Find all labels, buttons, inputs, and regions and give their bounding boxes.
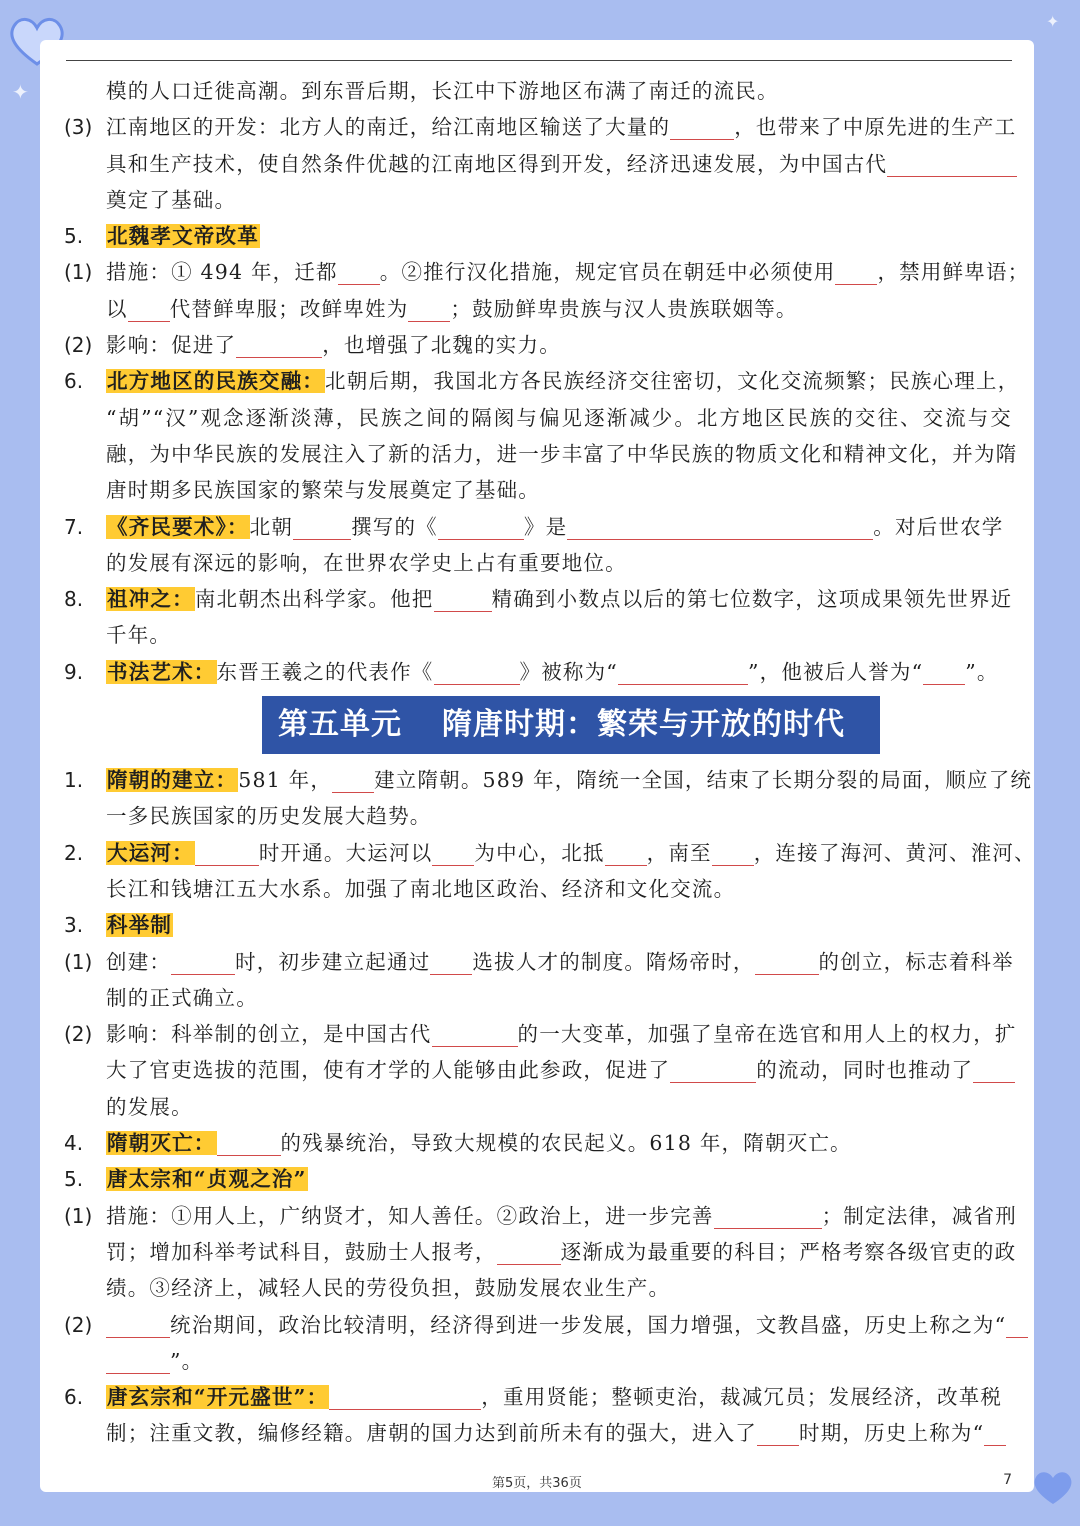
text-segment: ，禁用鲜卑语； [877,260,1030,285]
text-segment: 制的正式确立。 [106,985,258,1010]
highlighted-heading: 祖冲之： [107,587,194,612]
item-number: (1) [64,1203,93,1228]
item-number: 5. [64,224,84,249]
line-text [106,1161,1012,1197]
text-segment: 的发展有深远的影响，在世界农学史上占有重要地位。 [106,550,627,575]
highlighted-heading: 唐太宗和“贞观之治” [107,1167,307,1192]
text-segment: 南北朝杰出科学家。他把 [194,587,434,612]
text-line [64,835,1036,871]
item-number: 7. [64,514,84,539]
line-text [106,327,1012,363]
header-rule [66,60,1012,61]
text-line [64,545,1012,581]
fill-in-blank[interactable] [618,658,748,685]
text-segment: ，也带来了中原先进的生产工 [734,115,1017,140]
line-text [106,509,1012,545]
line-text [106,617,1012,653]
page-number: 7 [1003,1472,1012,1488]
highlighted-heading: 科举制 [107,913,173,938]
text-segment: 撰写的《 [351,514,438,539]
line-text [106,1198,1017,1234]
unit-banner [262,696,880,754]
text-segment: 绩。③经济上，减轻人民的劳役负担，鼓励发展农业生产。 [106,1276,671,1301]
text-segment: 罚；增加科举考试科目，鼓励士人报考， [106,1239,497,1264]
line-text [106,73,1012,109]
text-line [64,327,1012,363]
highlighted-heading: 唐玄宗和“开元盛世”： [107,1385,329,1410]
line-text [106,182,1012,218]
fill-in-blank[interactable] [432,1020,518,1047]
highlighted-heading: 书法艺术： [107,659,216,684]
fill-in-blank[interactable] [670,113,734,140]
text-line [64,363,1020,399]
fill-in-blank[interactable] [236,331,322,358]
line-text [106,654,1012,690]
line-text [106,1379,1012,1415]
highlighted-heading: 《齐民要术》： [107,514,249,539]
fill-in-blank[interactable] [434,658,520,685]
fill-in-blank[interactable] [338,258,380,285]
text-line [64,1052,1012,1088]
line-text [106,436,1018,472]
item-number: 8. [64,587,84,612]
item-number: 6. [64,1385,84,1410]
document-page [40,40,1034,1492]
fill-in-blank[interactable] [195,839,259,866]
text-segment: 。对后世农学 [873,514,1004,539]
text-segment: 时，初步建立起通过 [235,949,431,974]
text-line [64,1307,1012,1343]
fill-in-blank[interactable] [128,295,170,322]
text-segment: 。②推行汉化措施，规定官员在朝廷中必须使用 [379,260,836,285]
line-text [106,907,1012,943]
text-segment: 统治期间，政治比较清明，经济得到进一步发展，国力增强，文教昌盛，历史上称之为“ [170,1312,1007,1337]
fill-in-blank[interactable] [567,513,873,540]
text-segment: 模的人口迁徙高潮。到东晋后期，长江中下游地区布满了南迁的流民。 [106,79,779,103]
highlighted-heading: 北魏孝文帝改革 [107,224,259,249]
line-text [106,798,1012,834]
fill-in-blank[interactable] [438,513,524,540]
text-line [64,1415,1012,1451]
text-line [64,1089,1012,1125]
text-line [64,1270,1012,1306]
page-footer [40,1472,1034,1496]
line-text [106,944,1012,980]
heart-bubble-icon [1030,1468,1076,1508]
text-line [64,1125,1012,1161]
fill-in-blank[interactable] [329,1383,481,1410]
text-segment: ”。 [965,659,999,684]
fill-in-blank[interactable] [670,1056,756,1083]
line-text [106,980,1012,1016]
text-segment: 的残暴统治，导致大规模的农民起义。618 年，隋朝灭亡。 [280,1131,852,1156]
line-text [106,1234,1017,1270]
highlighted-heading: 隋朝的建立： [107,768,238,793]
fill-in-blank[interactable] [293,513,351,540]
sparkle-decoration-icon: ✦ [12,80,29,104]
text-line [64,73,1012,109]
line-text [106,109,1017,145]
line-text [106,545,1012,581]
line-text [106,1415,1012,1451]
fill-in-blank[interactable] [605,839,647,866]
page-count: 第5页，共36页 [492,1476,582,1491]
fill-in-blank[interactable] [1006,1311,1028,1338]
text-line [64,944,1012,980]
text-line [64,218,1012,254]
item-number: (3) [64,115,93,140]
fill-in-blank[interactable] [923,658,965,685]
item-number: (1) [64,260,93,285]
text-line [64,1234,1017,1270]
fill-in-blank[interactable] [106,1311,170,1338]
text-segment: 建立隋朝。589 年，隋统一全国，结束了长期分裂的局面，顺应了统 [374,768,1033,793]
fill-in-blank[interactable] [714,1202,822,1229]
unit-label: 第五单元 [278,707,402,743]
line-text [106,871,1012,907]
highlighted-heading: 隋朝灭亡： [107,1131,216,1156]
highlighted-heading: 北方地区的民族交融： [107,369,324,394]
fill-in-blank[interactable] [408,295,450,322]
text-segment: 逐渐成为最重要的科目；严格考察各级官吏的政 [560,1239,1017,1264]
text-segment: 选拔人才的制度。隋炀帝时， [472,949,755,974]
line-text [106,835,1036,871]
text-segment: 影响：科举制的创立，是中国古代 [106,1022,432,1047]
text-segment: 具和生产技术，使自然条件优越的江南地区得到开发，经济迅速发展，为中国古代 [106,151,888,176]
text-line [64,291,1012,327]
text-line [64,146,1012,182]
unit-header [64,690,1012,762]
line-text [106,1270,1012,1306]
text-segment: 的创立，标志着科举 [818,949,1014,974]
text-segment: 代替鲜卑服；改鲜卑姓为 [169,296,409,321]
text-segment: ，重用贤能；整顿吏治，裁减冗员；发展经济，改革税 [481,1385,1003,1410]
text-segment: ；制定法律，减省刑 [821,1203,1017,1228]
text-segment: 精确到小数点以后的第七位数字，这项成果领先世界近 [491,587,1013,612]
text-line [64,400,1012,436]
text-line [64,617,1012,653]
item-number: (2) [64,1022,93,1047]
text-segment: 长江和钱塘江五大水系。加强了南北地区政治、经济和文化交流。 [106,876,736,901]
text-segment: “胡”“汉”观念逐渐淡薄，民族之间的隔阂与偏见逐渐减少。北方地区民族的交往、交流与交 [106,405,1012,430]
line-text [106,363,1020,399]
text-line [64,182,1012,218]
text-line [64,980,1012,1016]
text-segment: 》是 [523,514,568,539]
text-line [64,1016,1017,1052]
line-text [106,1125,1012,1161]
text-segment: 千年。 [106,623,172,648]
text-line [64,762,1033,798]
text-line [64,1198,1017,1234]
line-text [106,218,1012,254]
line-text [106,1052,1012,1088]
fill-in-blank[interactable] [106,1347,170,1374]
fill-in-blank[interactable] [755,948,819,975]
text-segment: 制；注重文教，编修经籍。唐朝的国力达到前所未有的强大，进入了 [106,1421,757,1446]
text-segment: 的流动，同时也推动了 [756,1058,974,1083]
item-number: 9. [64,659,84,684]
text-segment: 北朝后期，我国北方各民族经济交往密切，文化交流频繁；民族心理上， [325,369,1020,394]
section-unit-five [64,762,1036,1452]
text-segment: 大了官吏选拔的范围，使有才学的人能够由此参政，促进了 [106,1058,671,1083]
sparkle-decoration-icon: ✦ [1046,12,1060,31]
item-number: (2) [64,1312,93,1337]
line-text [106,291,1012,327]
text-segment: 》被称为“ [519,659,618,684]
text-line [64,654,1012,690]
fill-in-blank[interactable] [217,1129,281,1156]
line-text [106,1016,1017,1052]
text-segment: 的发展。 [106,1094,193,1119]
text-line [64,581,1012,617]
text-line [64,1161,1012,1197]
text-line [64,254,1030,290]
text-segment: ，也增强了北魏的实力。 [322,333,561,358]
fill-in-blank[interactable] [984,1419,1006,1446]
fill-in-blank[interactable] [430,948,472,975]
fill-in-blank[interactable] [171,948,235,975]
text-line [64,509,1012,545]
fill-in-blank[interactable] [973,1056,1015,1083]
text-segment: 东晋王羲之的代表作《 [216,659,434,684]
text-line [64,907,1012,943]
text-line [64,798,1012,834]
text-segment: ”，他被后人誉为“ [747,659,924,684]
text-line [64,109,1017,145]
line-text [106,1343,1012,1379]
fill-in-blank[interactable] [835,258,877,285]
line-text [106,254,1030,290]
fill-in-blank[interactable] [332,766,374,793]
text-line [64,1379,1012,1415]
line-text [106,146,1012,182]
fill-in-blank[interactable] [432,839,474,866]
item-number: (1) [64,949,93,974]
fill-in-blank[interactable] [712,839,754,866]
item-number: 6. [64,369,84,394]
fill-in-blank[interactable] [434,585,492,612]
line-text [106,472,1012,508]
line-text [106,1307,1012,1343]
line-text [106,1089,1012,1125]
text-segment: 时期，历史上称为“ [799,1421,985,1446]
text-segment: ，连接了海河、黄河、淮河、 [753,840,1036,865]
text-segment: 的一大变革，加强了皇帝在选官和用人上的权力，扩 [517,1022,1017,1047]
text-segment: 581 年， [238,768,333,793]
item-number: 4. [64,1131,84,1156]
text-segment: 北朝 [249,514,294,539]
text-segment: ；鼓励鲜卑贵族与汉人贵族联姻等。 [450,296,798,321]
text-segment: 措施：①用人上，广纳贤才，知人善任。②政治上，进一步完善 [106,1203,714,1228]
text-segment: 为中心，北抵 [474,840,605,865]
text-line [64,1343,1012,1379]
fill-in-blank[interactable] [497,1238,561,1265]
fill-in-blank[interactable] [887,150,1017,177]
text-segment: 融，为中华民族的发展注入了新的活力，进一步丰富了中华民族的物质文化和精神文化，并为隋 [106,441,1018,466]
item-number: 2. [64,840,84,865]
text-segment: 创建： [106,949,172,974]
item-number: (2) [64,333,93,358]
item-number: 3. [64,913,84,938]
text-segment: 以 [106,296,128,321]
item-number: 5. [64,1167,84,1192]
text-segment: 江南地区的开发：北方人的南迁，给江南地区输送了大量的 [106,115,671,140]
text-line [64,436,1018,472]
text-segment: 时开通。大运河以 [258,840,433,865]
text-segment: 一多民族国家的历史发展大趋势。 [106,804,432,829]
text-segment: 唐时期多民族国家的繁荣与发展奠定了基础。 [106,478,540,503]
line-text [106,400,1012,436]
text-line [64,472,1012,508]
line-text [106,762,1033,798]
page-content [64,73,1036,1452]
section-previous-unit [64,73,1030,690]
fill-in-blank[interactable] [757,1419,799,1446]
highlighted-heading: 大运河： [107,840,194,865]
text-segment: 奠定了基础。 [106,187,237,212]
item-number: 1. [64,768,84,793]
text-segment: 影响：促进了 [106,333,237,358]
line-text [106,581,1012,617]
text-line [64,871,1012,907]
text-segment: ，南至 [646,840,712,865]
text-segment: 措施：① 494 年，迁都 [106,260,338,285]
unit-title: 隋唐时期：繁荣与开放的时代 [442,707,845,743]
text-segment: ”。 [170,1348,204,1373]
